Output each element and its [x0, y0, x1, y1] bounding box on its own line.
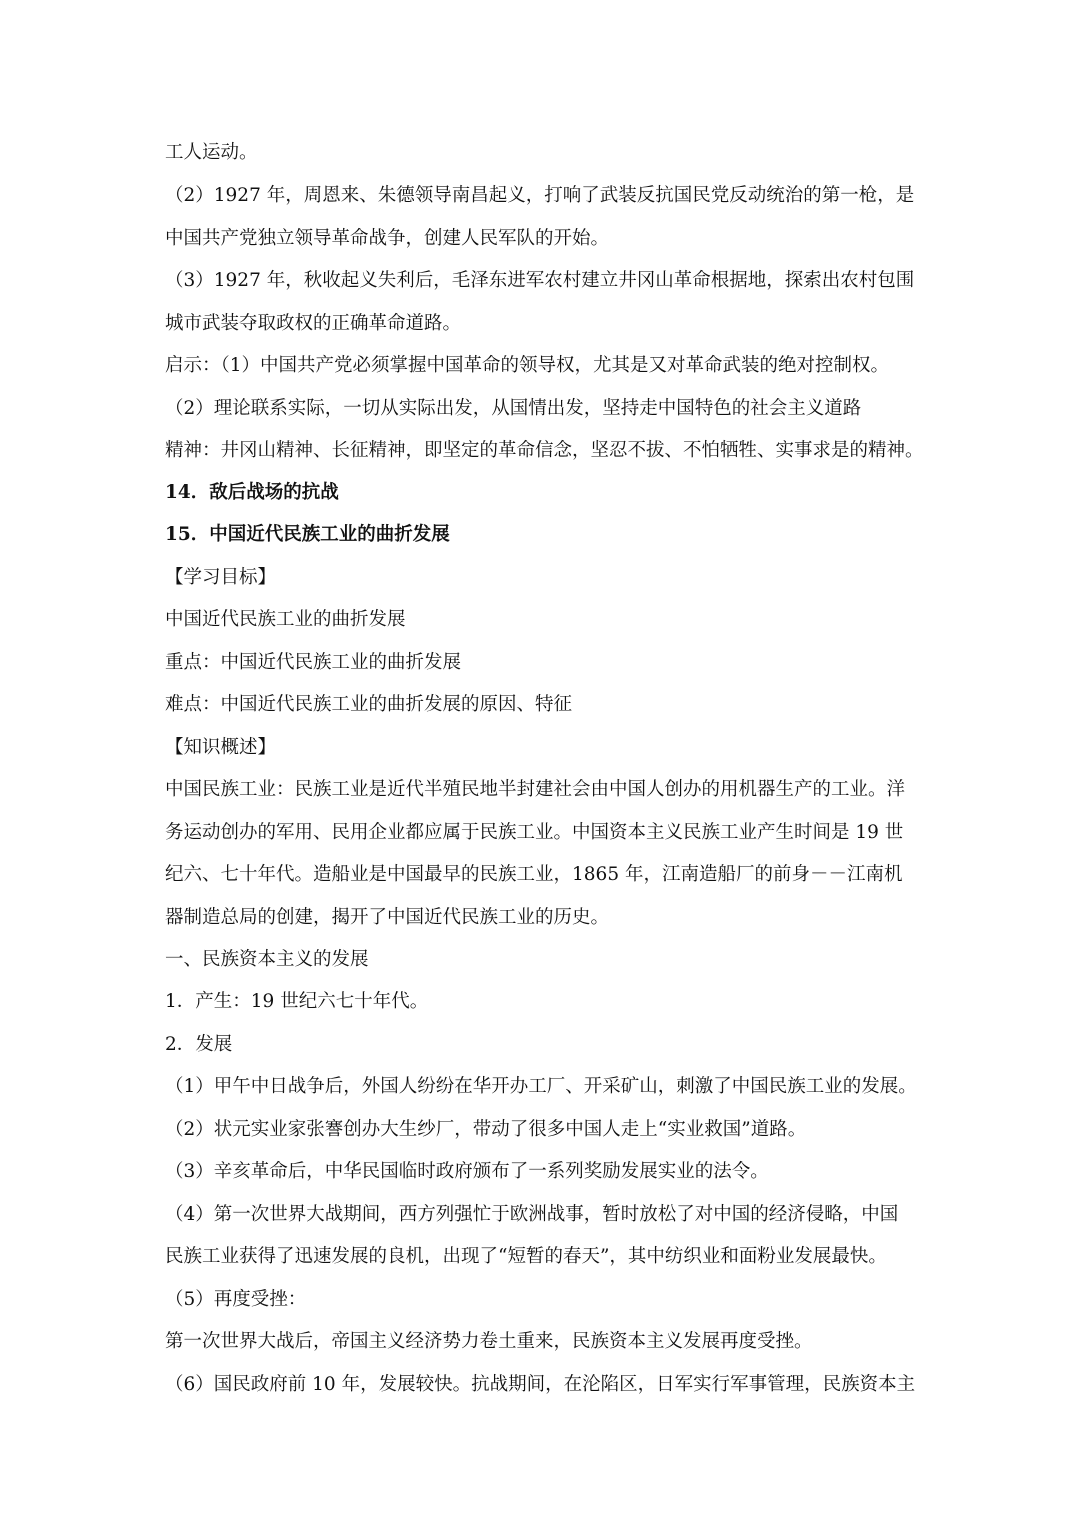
text-line: 1．产生：19 世纪六七十年代。 [165, 991, 429, 1012]
text-line: （2）状元实业家张謇创办大生纱厂，带动了很多中国人走上“实业救国”道路。 [165, 1119, 807, 1140]
text-line: 启示：（1）中国共产党必须掌握中国革命的领导权，尤其是又对革命武装的绝对控制权。 [165, 355, 890, 376]
text-line: 【知识概述】 [165, 737, 277, 758]
text-line: （2）1927 年，周恩来、朱德领导南昌起义，打响了武装反抗国民党反动统治的第一枪，是 [165, 185, 915, 206]
text-line: 中国近代民族工业的曲折发展 [165, 609, 406, 630]
text-line: （5）再度受挫： [165, 1289, 307, 1310]
text-line: 一、民族资本主义的发展 [165, 949, 369, 970]
text-line: （3）1927 年，秋收起义失利后，毛泽东进军农村建立井冈山革命根据地，探索出农村包围 [165, 270, 915, 291]
text-line: （1）甲午中日战争后，外国人纷纷在华开办工厂、开采矿山，刺激了中国民族工业的发展。 [165, 1076, 917, 1097]
text-line: 务运动创办的军用、民用企业都应属于民族工业。中国资本主义民族工业产生时间是 19 世 [165, 822, 904, 843]
text-line: 中国民族工业：民族工业是近代半殖民地半封建社会由中国人创办的用机器生产的工业。洋 [165, 779, 906, 800]
text-line: 2．发展 [165, 1034, 233, 1055]
section-heading: 14．敌后战场的抗战 [165, 482, 339, 503]
text-line: 【学习目标】 [165, 567, 277, 588]
text-line: （3）辛亥革命后，中华民国临时政府颁布了一系列奖励发展实业的法令。 [165, 1161, 769, 1182]
text-line: 纪六、七十年代。造船业是中国最早的民族工业，1865 年，江南造船厂的前身－－江南机 [165, 864, 903, 885]
text-line: （4）第一次世界大战期间，西方列强忙于欧洲战事，暂时放松了对中国的经济侵略，中国 [165, 1204, 899, 1225]
text-line: （6）国民政府前 10 年，发展较快。抗战期间，在沦陷区，日军实行军事管理，民族资本主 [165, 1374, 916, 1395]
text-line: 精神：井冈山精神、长征精神，即坚定的革命信念，坚忍不拔、不怕牺牲、实事求是的精神。 [165, 440, 924, 461]
text-line: 工人运动。 [165, 142, 258, 163]
text-line: 中国共产党独立领导革命战争，创建人民军队的开始。 [165, 228, 610, 249]
text-line: 城市武装夺取政权的正确革命道路。 [165, 313, 462, 334]
text-line: 重点：中国近代民族工业的曲折发展 [165, 652, 462, 673]
text-line: 民族工业获得了迅速发展的良机，出现了“短暂的春天”，其中纺织业和面粉业发展最快。 [165, 1246, 887, 1267]
text-line: 第一次世界大战后，帝国主义经济势力卷土重来，民族资本主义发展再度受挫。 [165, 1331, 813, 1352]
text-line: （2）理论联系实际，一切从实际出发，从国情出发，坚持走中国特色的社会主义道路 [165, 398, 862, 419]
text-line: 难点：中国近代民族工业的曲折发展的原因、特征 [165, 694, 573, 715]
text-line: 器制造总局的创建，揭开了中国近代民族工业的历史。 [165, 907, 610, 928]
section-heading: 15．中国近代民族工业的曲折发展 [165, 524, 450, 545]
